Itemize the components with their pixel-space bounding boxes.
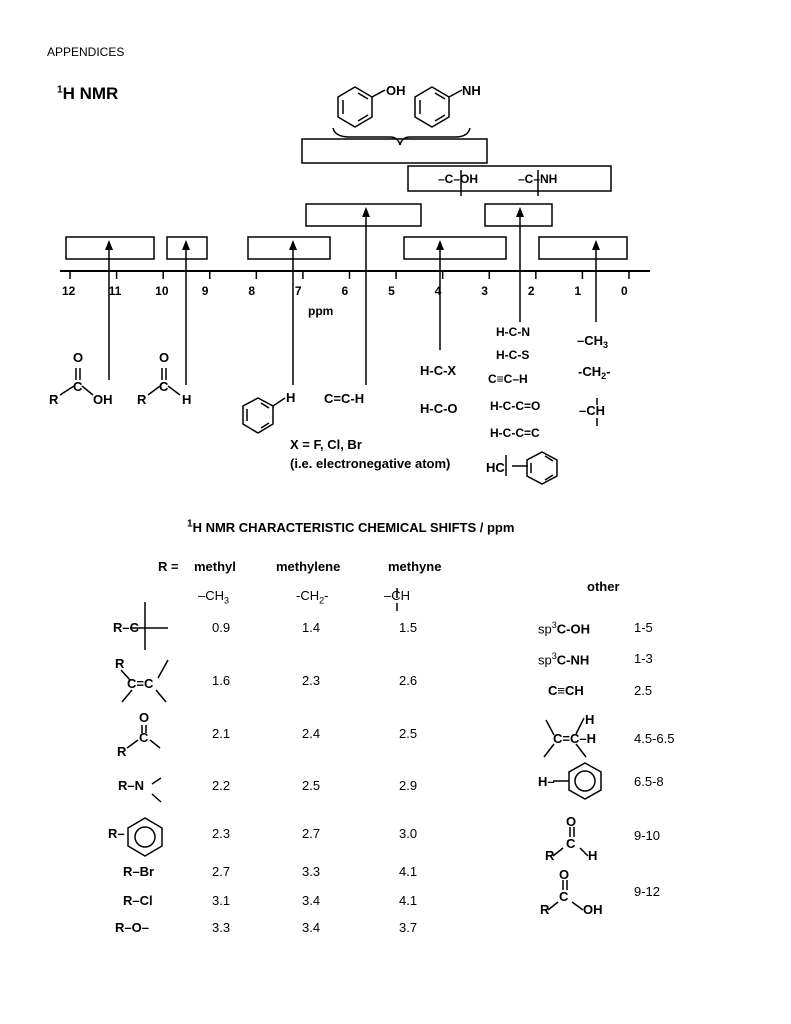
row-label-br: R–Br (123, 864, 155, 879)
row-label-alkyl: R–C (113, 620, 140, 635)
other-alkene-h: H (585, 712, 595, 727)
axis-tick-label: 6 (341, 284, 349, 298)
other-aryl-value: 6.5-8 (634, 774, 664, 789)
table-cell: 2.7 (302, 826, 321, 841)
row-4-structure (152, 778, 161, 802)
amine-label: –C–NH (518, 172, 558, 186)
table-cell: 3.4 (302, 920, 321, 935)
table-cell: 2.2 (212, 778, 231, 793)
other-amine-label: $sp^3C-NH$ (538, 651, 590, 668)
table-cell: 2.9 (399, 778, 418, 793)
mid-label-hcn: H-C-N (496, 325, 530, 339)
axis-tick-label: 1 (574, 284, 582, 298)
phenol-aniline-range-box (302, 139, 487, 163)
table-cell: 1.6 (212, 673, 231, 688)
x-note: X = F, Cl, Br (290, 437, 362, 452)
aldehyde-c: C (159, 379, 169, 394)
hcx-range-box (404, 237, 506, 259)
aniline-structure (415, 87, 462, 127)
row-label-carbonyl-c: C (139, 730, 149, 745)
row-label-r: R (115, 656, 125, 671)
table-cell: 2.3 (212, 826, 231, 841)
col-methylene: methylene (276, 559, 341, 574)
other-acid-o: O (559, 867, 570, 882)
other-aryl-label: H– (538, 774, 555, 789)
aldehyde-h: H (182, 392, 192, 407)
axis-tick-label: 7 (294, 284, 302, 298)
benzylic-structure (506, 452, 557, 484)
other-alkyne-value: 2.5 (634, 683, 653, 698)
aniline-nh-label: NH (462, 83, 481, 98)
other-acid-oh: OH (583, 902, 603, 917)
phenol-structure (338, 87, 385, 127)
alkyl-ch2: $-CH_2-$ (578, 364, 611, 381)
axis-tick-label: 4 (434, 284, 442, 298)
carboxylic-o: O (73, 350, 84, 365)
table-cell: 2.4 (302, 726, 321, 741)
table-cell: 1.5 (399, 620, 418, 635)
benzene-h-structure (243, 398, 285, 433)
alkyl-ch3: $-CH_3$ (577, 333, 609, 350)
row-label-cl: R–Cl (123, 893, 153, 908)
axis-tick-label: 10 (155, 284, 169, 298)
alkyl-ch: –CH (579, 403, 606, 418)
row-label-ether: R–O– (115, 920, 149, 935)
page-header: APPENDICES (47, 45, 125, 59)
table-cell: 4.1 (399, 864, 418, 879)
axis-tick-label: 5 (388, 284, 395, 298)
axis-tick-label: 12 (62, 284, 76, 298)
axis-tick-label: 11 (108, 284, 122, 298)
mid-label-hcs: H-C-S (496, 348, 530, 362)
table-title: $^1$H NMR CHARACTERISTIC CHEMICAL SHIFTS / ppm (187, 518, 515, 535)
title-text: H NMR (62, 84, 119, 103)
alkene-label: C=C-H (324, 391, 365, 406)
other-alkyne-label: C≡CH (548, 683, 584, 698)
col-methyl-formula: $-CH_3$ (198, 588, 230, 606)
table-cell: 2.1 (212, 726, 231, 741)
other-acid-r: R (540, 902, 550, 917)
mid-label-alkyne: C≡C–H (488, 372, 528, 386)
row-label-carbonyl-r: R (117, 744, 127, 759)
other-amine-value: 1-3 (634, 651, 653, 666)
table-cell: 3.3 (212, 920, 231, 935)
ppm-label: ppm (308, 304, 334, 318)
table-cell: 2.6 (399, 673, 418, 688)
col-methyne-formula: –CH (384, 588, 411, 603)
other-aldehyde-value: 9-10 (634, 828, 661, 843)
axis-tick-label: 0 (621, 284, 628, 298)
row-label-aryl: R– (108, 826, 125, 841)
alkyl-range-box (539, 237, 627, 259)
mid-label-hcco: H-C-C=O (490, 399, 541, 413)
other-acid-c: C (559, 889, 569, 904)
alcohol-label: –C–OH (438, 172, 479, 186)
carboxylic-c: C (73, 379, 83, 394)
table-cell: 3.7 (399, 920, 418, 935)
table-cell: 1.4 (302, 620, 321, 635)
r-equals-label: R = (158, 559, 179, 574)
axis-tick-label: 2 (527, 284, 535, 298)
other-alkene-label: C=C–H (553, 731, 596, 746)
table-cell: 2.7 (212, 864, 231, 879)
phenol-oh-label: OH (386, 83, 406, 98)
other-aldehyde-o: O (566, 814, 577, 829)
row-label-alkene: C=C (127, 676, 154, 691)
benzylic-label: HC (486, 460, 505, 475)
table-cell: 2.3 (302, 673, 321, 688)
other-header: other (587, 579, 620, 594)
hcx-label: H-C-X (420, 363, 457, 378)
title-superscript: 1 (57, 84, 63, 96)
table-cell: 0.9 (212, 620, 231, 635)
table-cell: 2.5 (302, 778, 321, 793)
axis-ticks (70, 271, 629, 279)
carboxylic-r: R (49, 392, 59, 407)
other-benzene-structure (553, 763, 601, 799)
row-5-structure (128, 818, 162, 856)
other-alcohol-value: 1-5 (634, 620, 653, 635)
other-aldehyde-r: R (545, 848, 555, 863)
other-alcohol-label: $sp^3C-OH$ (538, 620, 590, 637)
x-note-2: (i.e. electronegative atom) (290, 456, 451, 471)
carboxylic-oh: OH (93, 392, 113, 407)
hco-label: H-C-O (420, 401, 458, 416)
table-cell: 3.4 (302, 893, 321, 908)
aromatic-range-box (248, 237, 330, 259)
row-label-carbonyl-o: O (139, 710, 150, 725)
other-acid-value: 9-12 (634, 884, 661, 899)
col-methyl: methyl (194, 559, 236, 574)
aromatic-h: H (286, 390, 296, 405)
other-alkene-value: 4.5-6.5 (634, 731, 675, 746)
curly-brace (333, 128, 470, 145)
row-label-amine: R–N (118, 778, 145, 793)
mid-label-hccc: H-C-C=C (490, 426, 540, 440)
table-cell: 3.0 (399, 826, 418, 841)
axis-tick-label: 8 (248, 284, 256, 298)
table-cell: 2.5 (399, 726, 418, 741)
axis-tick-label: 9 (201, 284, 209, 298)
other-aldehyde-h: H (588, 848, 598, 863)
axis-tick-label: 3 (481, 284, 488, 298)
col-methylene-formula: $-CH_2-$ (296, 588, 329, 606)
col-methyne: methyne (388, 559, 442, 574)
aldehyde-o: O (159, 350, 170, 365)
table-cell: 3.1 (212, 893, 231, 908)
other-aldehyde-c: C (566, 836, 576, 851)
table-cell: 3.3 (302, 864, 321, 879)
table-cell: 4.1 (399, 893, 418, 908)
aldehyde-r: R (137, 392, 147, 407)
